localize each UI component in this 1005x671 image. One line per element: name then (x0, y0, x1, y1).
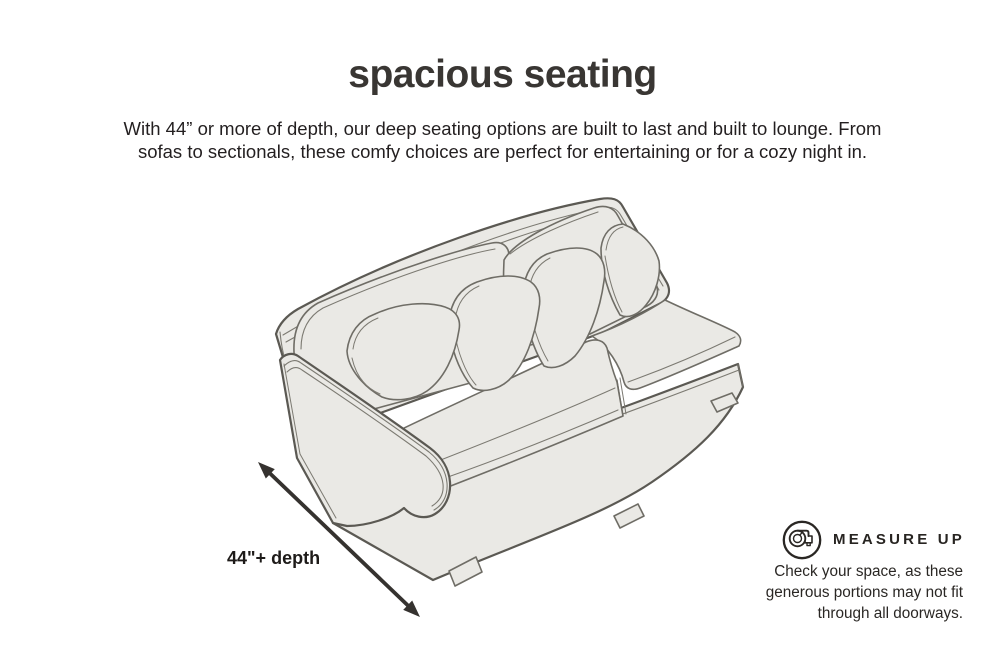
page-title: spacious seating (348, 53, 657, 96)
measure-up-note (740, 561, 963, 624)
dimension-arrow (246, 450, 436, 630)
arrow-shaft (268, 472, 410, 608)
depth-dimension-label: 44"+ depth (227, 548, 321, 568)
measure-up-note-line-1: Check your space, as these (774, 563, 963, 580)
measure-up-heading: MEASURE UP (833, 531, 966, 548)
description-line-2: sofas to sectionals, these comfy choices are perfect for entertaining or for a cozy night in. (137, 141, 868, 162)
description-line-1: With 44” or more of depth, our deep seating options are built to last and built to lounge. From (123, 118, 882, 139)
page-description (0, 117, 1005, 163)
measure-up-note-line-3: through all doorways. (817, 605, 963, 622)
tape-measure-icon (781, 519, 823, 561)
sofa-foot-middle (614, 504, 644, 528)
dimension-arrow-svg (246, 450, 436, 630)
measure-up-note-line-2: generous portions may not fit (765, 584, 963, 601)
